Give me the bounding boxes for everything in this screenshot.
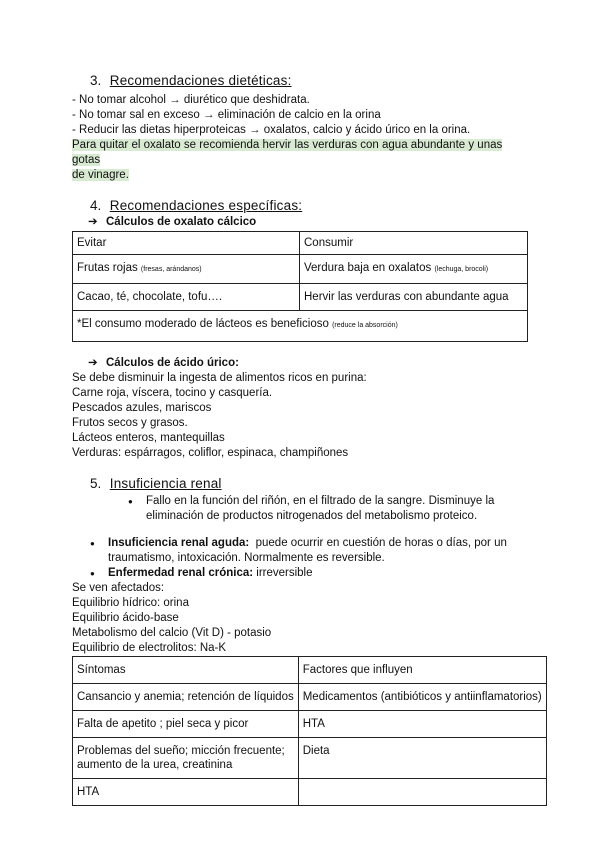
cronica-text: irreversible	[253, 567, 313, 579]
table-cell: Cansancio y anemia; retención de líquidos	[73, 684, 299, 711]
table-cell: Hervir las verduras con abundante agua	[300, 284, 528, 311]
table-row	[73, 684, 547, 711]
section4-title: Recomendaciones específicas:	[109, 198, 303, 213]
oxalato-table	[72, 231, 528, 342]
bullet-icon: ●	[128, 497, 133, 506]
table-cell	[73, 255, 300, 284]
section3-title: Recomendaciones dietéticas:	[109, 73, 292, 88]
table-row	[73, 738, 547, 779]
table-cell: HTA	[73, 779, 299, 806]
table-row	[73, 284, 528, 311]
cell-text: Frutas rojas	[77, 262, 138, 274]
renal-types	[90, 536, 532, 581]
table-cell	[298, 779, 546, 806]
urico-line-4: Frutos secos y grasos.	[72, 417, 188, 429]
sintomas-table	[72, 656, 547, 806]
afectados-line-1: Se ven afectados:	[72, 582, 165, 594]
renal-bullets	[128, 494, 532, 524]
table-cell: Consumir	[300, 232, 528, 255]
table-row	[73, 779, 547, 806]
list-item	[90, 536, 532, 566]
document-page	[72, 70, 542, 806]
table-row	[73, 232, 528, 255]
section5-title: Insuficiencia renal	[109, 476, 222, 491]
table-cell: Cacao, té, chocolate, tofu….	[73, 284, 300, 311]
table-cell: Factores que influyen	[298, 657, 546, 684]
note-small-text: (reduce la absorción)	[332, 322, 398, 329]
section3-number: 3.	[90, 73, 102, 88]
afectados-line-3: Equilibrio ácido-base	[72, 612, 179, 624]
bullet1-line1: Fallo en la función del riñón, en el filtrado de la sangre. Disminuye la	[146, 495, 495, 507]
cronica-label: Enfermedad renal crónica:	[108, 567, 254, 579]
urico-line-2: Carne roja, víscera, tocino y casquería.	[72, 387, 273, 399]
cell-small-text: (fresas, arándanos)	[140, 266, 202, 273]
afectados-line-5: Equilibrio de electrolitos: Na-K	[72, 642, 227, 654]
table-cell: Problemas del sueño; micción frecuente; aumento de la urea, creatinina	[73, 738, 299, 779]
highlight-line-1: Para quitar el oxalato se recomienda hervir las verduras con agua abundante y unas gotas	[72, 139, 503, 166]
urico-heading	[88, 356, 532, 371]
table-cell	[300, 255, 528, 284]
table-cell: Dieta	[298, 738, 546, 779]
urico-line-5: Lácteos enteros, mantequillas	[72, 432, 225, 444]
arrow-icon: ➔	[88, 357, 98, 369]
table-row	[73, 711, 547, 738]
s3-line-1: - No tomar alcohol → diurético que deshidrata.	[72, 94, 310, 106]
bullet-icon: ●	[90, 569, 95, 578]
cell-text: Verdura baja en oxalatos	[304, 262, 432, 274]
section4-number: 4.	[90, 198, 102, 213]
urico-line-1: Se debe disminuir la ingesta de alimentos ricos en purina:	[72, 372, 367, 384]
s3-line-2: - No tomar sal en exceso → eliminación de calcio en la orina	[72, 109, 381, 121]
table-cell: Falta de apetito ; piel seca y picor	[73, 711, 299, 738]
oxalato-heading-text: Cálculos de oxalato cálcico	[106, 216, 257, 228]
afectados-line-2: Equilibrio hídrico: orina	[72, 597, 189, 609]
table-row	[73, 255, 528, 284]
table-row	[73, 657, 547, 684]
urico-heading-text: Cálculos de ácido úrico:	[106, 357, 239, 369]
list-item	[90, 566, 532, 581]
cell-small-text: (lechuga, brocoli)	[434, 266, 489, 273]
aguda-text2: traumatismo, intoxicación. Normalmente es reversible.	[108, 552, 385, 564]
table-cell	[73, 311, 528, 342]
table-cell: HTA	[298, 711, 546, 738]
arrow-icon: ➔	[88, 216, 98, 228]
afectados-line-4: Metabolismo del calcio (Vit D) - potasio	[72, 627, 272, 639]
section4-heading	[72, 197, 532, 215]
aguda-text1: puede ocurrir en cuestión de horas o días, por un	[249, 537, 507, 549]
aguda-label: Insuficiencia renal aguda:	[108, 537, 250, 549]
table-cell: Evitar	[73, 232, 300, 255]
bullet1-line2: eliminación de productos nitrogenados del metabolismo proteico.	[146, 510, 478, 522]
table-row	[73, 311, 528, 342]
urico-line-3: Pescados azules, mariscos	[72, 402, 212, 414]
section5-number: 5.	[90, 476, 102, 491]
highlight-line-2: de vinagre.	[72, 169, 129, 181]
s3-line-3: - Reducir las dietas hiperproteicas → oxalatos, calcio y ácido úrico en la orina.	[72, 124, 471, 136]
section5-heading	[72, 475, 532, 493]
oxalato-heading	[88, 215, 532, 230]
bullet-icon: ●	[90, 539, 95, 548]
table-cell: Medicamentos (antibióticos y antiinflamatorios)	[298, 684, 546, 711]
note-text: *El consumo moderado de lácteos es beneficioso	[77, 318, 329, 330]
urico-line-6: Verduras: espárragos, coliflor, espinaca, champiñones	[72, 447, 349, 459]
list-item	[128, 494, 532, 524]
section3-heading	[72, 72, 532, 90]
table-cell: Síntomas	[73, 657, 299, 684]
